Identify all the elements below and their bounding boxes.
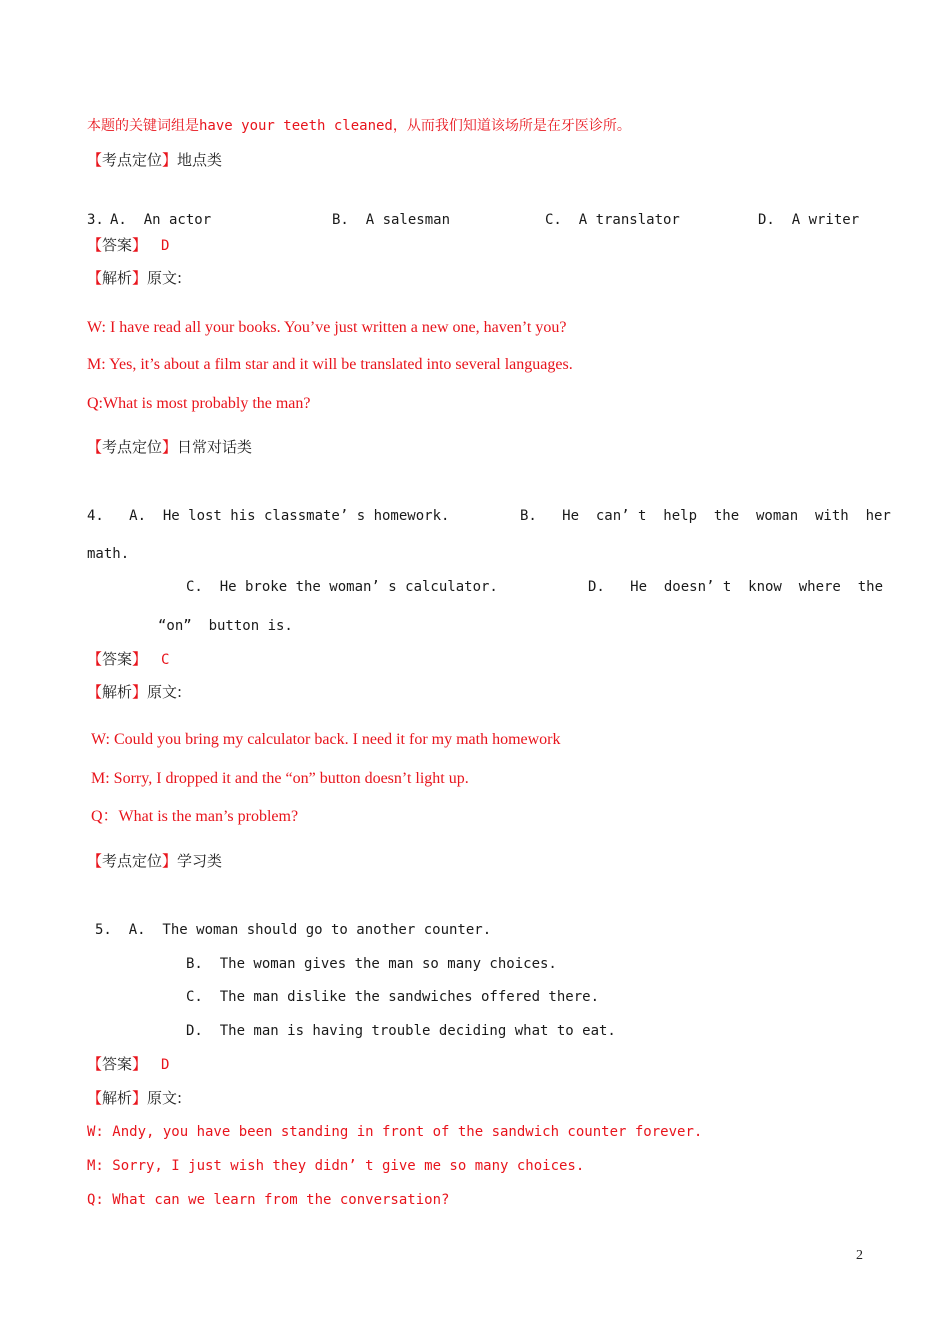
q2-kaodian-value: 地点类 <box>177 151 223 169</box>
q4-option-d-cont: “on” button is. <box>158 618 293 634</box>
page-number: 2 <box>856 1248 863 1263</box>
q4-transcript-line: Q：What is the man’s problem? <box>91 808 299 825</box>
q5-option-d: D. The man is having trouble deciding what to eat. <box>186 1023 616 1039</box>
q4-option-d: D. He doesn’ t know where the <box>588 579 884 595</box>
q3-number: 3. <box>87 212 104 228</box>
q4-answer: 【答案】 C <box>87 650 170 668</box>
q3-option-c: C. A translator <box>545 212 680 228</box>
q3-option-a: A. An actor <box>110 212 212 228</box>
q5-option-c: C. The man dislike the sandwiches offered there. <box>186 989 600 1005</box>
q4-option-c: C. He broke the woman’ s calculator. <box>186 579 498 595</box>
q4-transcript-line: W: Could you bring my calculator back. I need it for my math homework <box>91 731 561 748</box>
q3-answer: 【答案】 D <box>87 236 170 254</box>
q5-answer-value: D <box>161 1057 170 1073</box>
q3-jiexi: 【解析】原文: <box>87 269 183 287</box>
q4-jiexi: 【解析】原文: <box>87 683 183 701</box>
q4-option-b: B. He can’ t help the woman with her <box>520 508 891 524</box>
q4-answer-value: C <box>161 652 170 668</box>
q5-jiexi: 【解析】原文: <box>87 1089 183 1107</box>
q3-transcript-line: M: Yes, it’s about a film star and it will be translated into several languages. <box>87 356 573 373</box>
q3-transcript-line: W: I have read all your books. You’ve just written a new one, haven’t you? <box>87 319 567 336</box>
q3-transcript-line: Q:What is most probably the man? <box>87 395 311 412</box>
q2-kaodian-label: 【考点定位】地点类 <box>87 151 223 169</box>
q3-kaodian-label: 【考点定位】日常对话类 <box>87 438 253 456</box>
q2-note: 本题的关键词组是have your teeth cleaned，从而我们知道该场所是在牙医诊所。 <box>87 118 631 134</box>
q5-transcript-line: W: Andy, you have been standing in front of the sandwich counter forever. <box>87 1124 703 1140</box>
q3-option-d: D. A writer <box>758 212 860 228</box>
q4-option-b-cont: math. <box>87 546 130 562</box>
q3-answer-value: D <box>161 238 170 254</box>
q5-option-a: 5. A. The woman should go to another counter. <box>95 922 492 938</box>
q3-option-b: B. A salesman <box>332 212 451 228</box>
q5-transcript-line: Q: What can we learn from the conversation? <box>87 1192 450 1208</box>
q5-answer: 【答案】 D <box>87 1055 170 1073</box>
q4-option-a: 4. A. He lost his classmate’ s homework. <box>87 508 450 524</box>
q5-option-b: B. The woman gives the man so many choices. <box>186 956 557 972</box>
q4-transcript-line: M: Sorry, I dropped it and the “on” button doesn’t light up. <box>91 770 469 787</box>
q5-transcript-line: M: Sorry, I just wish they didn’ t give me so many choices. <box>87 1158 585 1174</box>
q4-kaodian-label: 【考点定位】学习类 <box>87 852 223 870</box>
